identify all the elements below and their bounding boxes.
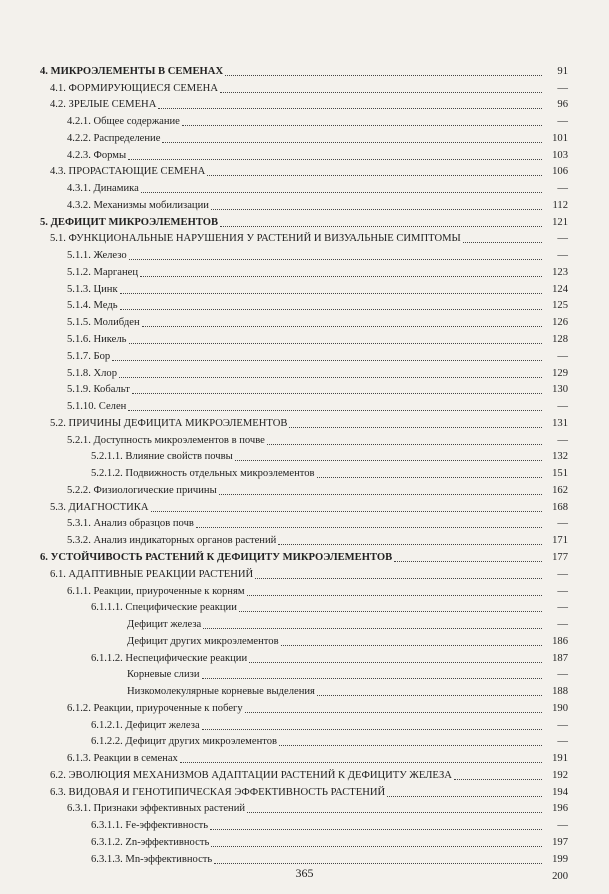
toc-entry-title: 4.2.2. Распределение: [67, 132, 161, 144]
toc-entry: [40, 145, 568, 162]
dot-leader: [158, 107, 542, 109]
toc-entry: [40, 849, 568, 866]
toc-entry-title: 6.1.1.2. Неспецифические реакции: [91, 652, 248, 664]
toc-entry-title: 6. УСТОЙЧИВОСТЬ РАСТЕНИЙ К ДЕФИЦИТУ МИКРОЭЛЕМЕНТОВ: [40, 551, 393, 563]
dot-leader: [317, 476, 542, 478]
dot-leader: [182, 124, 542, 126]
dot-leader: [220, 225, 542, 227]
toc-entry: [40, 363, 568, 380]
dot-leader: [162, 141, 542, 143]
toc-entry: [40, 631, 568, 648]
toc-entry-page: —: [557, 233, 568, 245]
toc-entry-page: 131: [552, 417, 568, 429]
toc-entry-page: —: [557, 183, 568, 195]
dot-leader: [278, 543, 542, 545]
toc-entry-title: 5.3.1. Анализ образцов почв: [67, 518, 194, 530]
toc-entry-title: 6.1.2.1. Дефицит железа: [91, 719, 200, 731]
toc-entry: [40, 229, 568, 246]
toc-entry: [40, 463, 568, 480]
toc-entry-title: Дефицит других микроэлементов: [127, 635, 279, 647]
toc-entry: [40, 748, 568, 765]
toc-entry: [40, 178, 568, 195]
toc-entry: [40, 614, 568, 631]
toc-entry-title: 5.1.7. Бор: [67, 350, 111, 362]
toc-entry: [40, 832, 568, 849]
dot-leader: [214, 862, 542, 864]
toc-entry-page: 103: [552, 149, 568, 161]
toc-entry-page: —: [557, 719, 568, 731]
toc-entry: [40, 564, 568, 581]
toc-entry: [40, 732, 568, 749]
toc-entry-page: 121: [552, 216, 568, 228]
dot-leader: [120, 292, 542, 294]
dot-leader: [132, 392, 542, 394]
dot-leader: [225, 74, 542, 76]
toc-entry-page: 126: [552, 317, 568, 329]
toc-entry: [40, 195, 568, 212]
toc-entry-page: 197: [552, 836, 568, 848]
toc-entry-page: 132: [552, 451, 568, 463]
dot-leader: [128, 409, 542, 411]
toc-entry-title: 4. МИКРОЭЛЕМЕНТЫ В СЕМЕНАХ: [40, 65, 224, 77]
dot-leader: [249, 661, 542, 663]
toc-entry: [40, 547, 568, 564]
toc-entry: [40, 380, 568, 397]
toc-entry-page: —: [557, 619, 568, 631]
toc-entry-page: —: [557, 820, 568, 832]
toc-entry-title: 5.1.6. Никель: [67, 334, 127, 346]
dot-leader: [207, 174, 542, 176]
toc-entry-title: 5.3.2. Анализ индикаторных органов растений: [67, 535, 277, 547]
table-of-contents: [40, 61, 568, 883]
toc-entry-title: 6.1.1. Реакции, приуроченные к корням: [67, 585, 245, 597]
dot-leader: [119, 376, 542, 378]
toc-entry-page: 191: [552, 753, 568, 765]
dot-leader: [211, 845, 542, 847]
toc-entry: [40, 212, 568, 229]
toc-entry-page: 125: [552, 300, 568, 312]
dot-leader: [281, 644, 542, 646]
toc-entry-page: 101: [552, 132, 568, 144]
dot-leader: [247, 594, 542, 596]
toc-entry: [40, 480, 568, 497]
toc-entry: [40, 665, 568, 682]
toc-entry-page: —: [557, 568, 568, 580]
toc-entry-title: 6.3. ВИДОВАЯ И ГЕНОТИПИЧЕСКАЯ ЭФФЕКТИВНОСТЬ РАСТЕНИЙ: [50, 786, 386, 798]
toc-entry-title: 6.1.3. Реакции в семенах: [67, 753, 178, 765]
toc-entry: [40, 111, 568, 128]
toc-entry: [40, 430, 568, 447]
dot-leader: [267, 443, 542, 445]
dot-leader: [203, 627, 542, 629]
dot-leader: [129, 342, 542, 344]
toc-entry: [40, 497, 568, 514]
dot-leader: [454, 778, 542, 780]
toc-entry: [40, 61, 568, 78]
dot-leader: [151, 510, 542, 512]
toc-entry-title: 5.1.1. Железо: [67, 250, 127, 262]
toc-entry-title: 5.3. ДИАГНОСТИКА: [50, 501, 149, 513]
toc-entry-page: —: [557, 116, 568, 128]
toc-entry-page: 162: [552, 484, 568, 496]
toc-entry: [40, 765, 568, 782]
dot-leader: [394, 560, 542, 562]
toc-entry-title: 5.1. ФУНКЦИОНАЛЬНЫЕ НАРУШЕНИЯ У РАСТЕНИЙ И ВИЗУАЛЬНЫЕ СИМПТОМЫ: [50, 233, 461, 245]
page-number: 365: [295, 866, 314, 880]
toc-entry-title: 6.1.2.2. Дефицит других микроэлементов: [91, 736, 278, 748]
toc-entry-title: 5.1.9. Кобальт: [67, 384, 130, 396]
toc-entry-page: —: [557, 82, 568, 94]
toc-entry: [40, 681, 568, 698]
toc-entry-title: 6.1.2. Реакции, приуроченные к побегу: [67, 702, 243, 714]
toc-entry-title: 5.1.3. Цинк: [67, 283, 118, 295]
toc-entry: [40, 698, 568, 715]
toc-entry-title: 5.1.5. Молибден: [67, 317, 140, 329]
toc-entry-title: 6.2. ЭВОЛЮЦИЯ МЕХАНИЗМОВ АДАПТАЦИИ РАСТЕНИЙ К ДЕФИЦИТУ ЖЕЛЕЗА: [50, 769, 452, 781]
toc-entry-title: 4.3.2. Механизмы мобилизации: [67, 199, 209, 211]
toc-entry-page: —: [557, 434, 568, 446]
toc-entry-page: —: [557, 736, 568, 748]
dot-leader: [140, 275, 542, 277]
toc-entry-title: 6.3.1.1. Fe-эффективность: [91, 820, 209, 832]
toc-entry-title: 4.3. ПРОРАСТАЮЩИЕ СЕМЕНА: [50, 166, 206, 178]
toc-entry-title: 5. ДЕФИЦИТ МИКРОЭЛЕМЕНТОВ: [40, 216, 219, 228]
toc-entry-title: 4.2. ЗРЕЛЫЕ СЕМЕНА: [50, 99, 157, 111]
toc-entry-page: 199: [552, 853, 568, 865]
toc-entry-title: 6.3.1.2. Zn-эффективность: [91, 836, 210, 848]
toc-entry-title: 4.2.1. Общее содержание: [67, 116, 180, 128]
toc-entry-page: 188: [552, 686, 568, 698]
toc-entry-page: 130: [552, 384, 568, 396]
toc-entry-title: Корневые слизи: [127, 669, 200, 681]
toc-entry-title: 5.2.1.1. Влияние свойств почвы: [91, 451, 233, 463]
toc-entry-title: 5.2.2. Физиологические причины: [67, 484, 217, 496]
toc-entry: [40, 95, 568, 112]
dot-leader: [247, 811, 542, 813]
toc-entry-page: 194: [552, 786, 568, 798]
dot-leader: [180, 761, 542, 763]
toc-entry: [40, 413, 568, 430]
dot-leader: [289, 426, 542, 428]
dot-leader: [210, 828, 542, 830]
toc-entry-title: 6.3.1.3. Mn-эффективность: [91, 853, 213, 865]
toc-entry-title: 5.1.8. Хлор: [67, 367, 118, 379]
dot-leader: [202, 677, 543, 679]
toc-entry-title: Низкомолекулярные корневые выделения: [127, 686, 315, 698]
dot-leader: [235, 459, 542, 461]
toc-entry: [40, 312, 568, 329]
toc-entry-page: —: [557, 602, 568, 614]
toc-entry-page: 124: [552, 283, 568, 295]
dot-leader: [141, 191, 542, 193]
toc-entry: [40, 279, 568, 296]
toc-entry-page: —: [557, 585, 568, 597]
toc-entry: [40, 782, 568, 799]
toc-entry: [40, 78, 568, 95]
toc-entry-page: 187: [552, 652, 568, 664]
toc-entry-title: 6.3.1. Признаки эффективных растений: [67, 803, 246, 815]
toc-entry: [40, 296, 568, 313]
dot-leader: [239, 610, 542, 612]
toc-entry-page: 106: [552, 166, 568, 178]
toc-entry-title: 4.3.1. Динамика: [67, 183, 139, 195]
toc-entry-page: —: [557, 518, 568, 530]
toc-entry-page: 168: [552, 501, 568, 513]
dot-leader: [202, 728, 542, 730]
toc-entry-title: 5.2.1.2. Подвижность отдельных микроэлементов: [91, 468, 315, 480]
toc-entry-page: 123: [552, 266, 568, 278]
dot-leader: [142, 325, 542, 327]
toc-entry-page: 200: [552, 870, 568, 882]
toc-entry-title: 4.2.3. Формы: [67, 149, 127, 161]
toc-entry-page: —: [557, 350, 568, 362]
toc-entry-title: 6.1.1.1. Специфические реакции: [91, 602, 237, 614]
toc-entry-title: 5.1.2. Марганец: [67, 266, 138, 278]
toc-entry-page: 190: [552, 702, 568, 714]
toc-entry-title: Дефицит железа: [127, 619, 202, 631]
toc-entry: [40, 514, 568, 531]
dot-leader: [387, 795, 542, 797]
toc-entry-page: 192: [552, 769, 568, 781]
dot-leader: [128, 158, 542, 160]
toc-entry: [40, 346, 568, 363]
toc-entry-page: 186: [552, 635, 568, 647]
toc-entry-page: 151: [552, 468, 568, 480]
dot-leader: [255, 577, 542, 579]
toc-entry: [40, 648, 568, 665]
toc-entry: [40, 598, 568, 615]
toc-entry-title: 5.1.4. Медь: [67, 300, 118, 312]
toc-entry-title: 6.1. АДАПТИВНЫЕ РЕАКЦИИ РАСТЕНИЙ: [50, 568, 254, 580]
toc-entry: [40, 530, 568, 547]
toc-entry-title: 5.1.10. Селен: [67, 401, 127, 413]
toc-entry-page: 128: [552, 334, 568, 346]
dot-leader: [317, 694, 542, 696]
toc-entry-title: 5.2. ПРИЧИНЫ ДЕФИЦИТА МИКРОЭЛЕМЕНТОВ: [50, 417, 288, 429]
toc-entry: [40, 396, 568, 413]
toc-entry: [40, 447, 568, 464]
dot-leader: [245, 711, 542, 713]
dot-leader: [196, 526, 542, 528]
toc-entry-page: 171: [552, 535, 568, 547]
toc-entry-page: 91: [557, 65, 568, 77]
dot-leader: [211, 208, 542, 210]
toc-entry-page: —: [557, 250, 568, 262]
toc-entry: [40, 262, 568, 279]
toc-entry-page: 129: [552, 367, 568, 379]
dot-leader: [463, 241, 542, 243]
dot-leader: [220, 91, 542, 93]
toc-entry-page: —: [557, 669, 568, 681]
toc-entry: [40, 715, 568, 732]
toc-entry-title: 5.2.1. Доступность микроэлементов в почве: [67, 434, 265, 446]
toc-entry: [40, 799, 568, 816]
dot-leader: [129, 258, 542, 260]
toc-entry: [40, 128, 568, 145]
toc-entry-title: 4.1. ФОРМИРУЮЩИЕСЯ СЕМЕНА: [50, 82, 218, 94]
dot-leader: [120, 308, 542, 310]
toc-entry-page: 112: [552, 199, 568, 211]
toc-entry: [40, 245, 568, 262]
toc-entry: [40, 329, 568, 346]
toc-entry: [40, 162, 568, 179]
toc-entry-page: 96: [557, 99, 568, 111]
toc-entry: [40, 815, 568, 832]
toc-entry-page: 196: [552, 803, 568, 815]
dot-leader: [112, 359, 542, 361]
toc-entry-page: —: [557, 401, 568, 413]
toc-entry-page: 177: [552, 551, 568, 563]
dot-leader: [219, 493, 542, 495]
toc-entry: [40, 581, 568, 598]
dot-leader: [279, 744, 542, 746]
